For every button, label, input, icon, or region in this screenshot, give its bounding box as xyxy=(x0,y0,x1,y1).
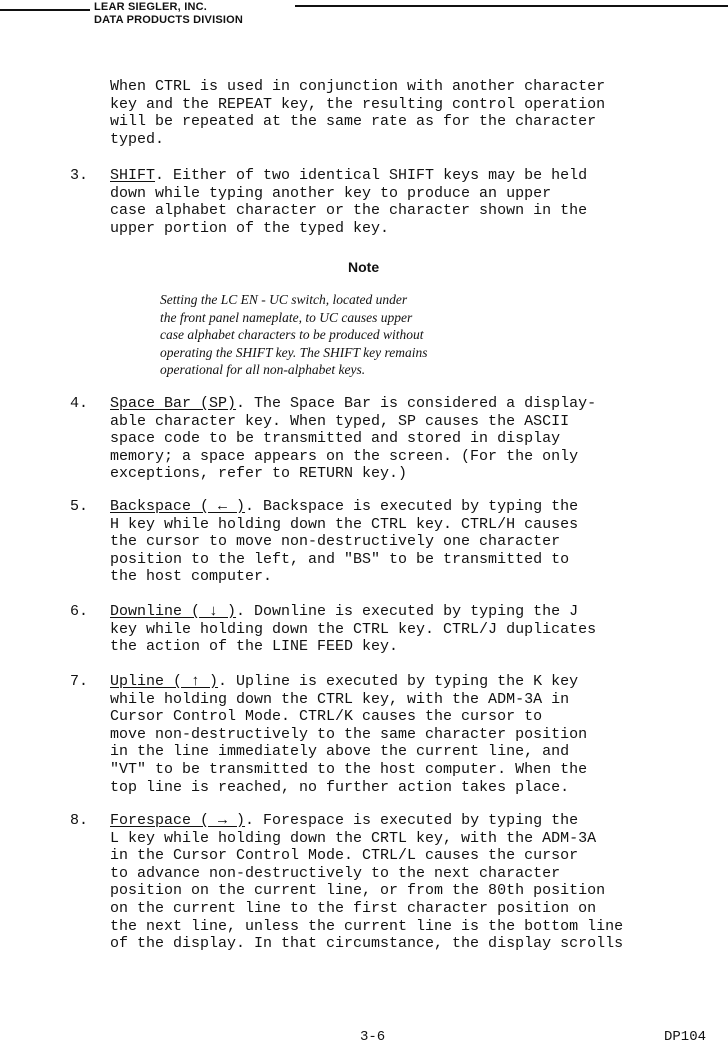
note-line: operating the SHIFT key. The SHIFT key remains xyxy=(160,344,428,360)
item-line: move non-destructively to the same character position xyxy=(110,725,588,743)
intro-line: key and the REPEAT key, the resulting control operation xyxy=(110,95,606,113)
item-term: Space Bar (SP) xyxy=(110,395,237,412)
item-number: 4. xyxy=(70,395,89,412)
item-line: L key while holding down the CRTL key, with the ADM-3A xyxy=(110,829,597,847)
item-term: Upline ( ↑ ) xyxy=(110,673,219,690)
item-term: Backspace ( ← ) xyxy=(110,498,246,515)
item-term: Downline ( ↓ ) xyxy=(110,603,237,620)
item-first-line xyxy=(110,603,720,621)
document-code: DP104 xyxy=(664,1029,707,1045)
item-term: Forespace ( → ) xyxy=(110,812,246,829)
intro-paragraph xyxy=(110,78,720,148)
intro-line: typed. xyxy=(110,130,165,148)
item-line: to advance non-destructively to the next character xyxy=(110,864,561,882)
page-number: 3-6 xyxy=(360,1029,386,1045)
note-body xyxy=(160,291,600,379)
header-rule-left xyxy=(0,9,90,11)
note-title: Note xyxy=(348,259,380,275)
item-line: position to the left, and "BS" to be transmitted to xyxy=(110,550,570,568)
item-line: in the line immediately above the current line, and xyxy=(110,743,570,761)
note-line: the front panel nameplate, to UC causes upper xyxy=(160,309,413,325)
item-line: of the display. In that circumstance, the display scrolls xyxy=(110,935,624,953)
item-line: exceptions, refer to RETURN key.) xyxy=(110,465,408,483)
item-first-line xyxy=(110,167,720,185)
item-line: case alphabet character or the character shown in the xyxy=(110,202,588,220)
item-line: memory; a space appears on the screen. (For the only xyxy=(110,447,579,465)
item-line: H key while holding down the CTRL key. CTRL/H causes xyxy=(110,515,579,533)
item-line: in the Cursor Control Mode. CTRL/L causes the cursor xyxy=(110,847,579,865)
item-number: 7. xyxy=(70,673,89,690)
item-first-rest: . The Space Bar is considered a display- xyxy=(236,395,597,412)
item-forespace xyxy=(110,812,720,953)
item-line: while holding down the CTRL key, with the ADM-3A in xyxy=(110,690,570,708)
item-space-bar xyxy=(110,395,720,483)
note-line: case alphabet characters to be produced without xyxy=(160,327,424,343)
item-line: the next line, unless the current line is the bottom line xyxy=(110,917,624,935)
item-first-line xyxy=(110,812,720,830)
item-line: "VT" to be transmitted to the host computer. When the xyxy=(110,760,588,778)
item-first-rest: . Forespace is executed by typing the xyxy=(245,812,579,829)
header-rule-right xyxy=(295,5,728,7)
item-term: SHIFT xyxy=(110,167,156,184)
item-line: on the current line to the first character position on xyxy=(110,899,597,917)
item-shift xyxy=(110,167,720,237)
item-line: the action of the LINE FEED key. xyxy=(110,638,399,656)
item-first-line xyxy=(110,498,720,516)
item-first-rest: . Backspace is executed by typing the xyxy=(245,498,579,515)
item-number: 6. xyxy=(70,603,89,620)
item-line: top line is reached, no further action takes place. xyxy=(110,778,570,796)
intro-line: will be repeated at the same rate as for the character xyxy=(110,113,597,131)
item-line: upper portion of the typed key. xyxy=(110,219,390,237)
item-line: the cursor to move non-destructively one character xyxy=(110,533,561,551)
page-header xyxy=(94,1,243,27)
division-name: DATA PRODUCTS DIVISION xyxy=(94,14,244,26)
item-number: 3. xyxy=(70,167,89,184)
note-line: Setting the LC EN - UC switch, located under xyxy=(160,292,408,307)
item-first-rest: . Either of two identical SHIFT keys may be held xyxy=(155,167,588,184)
item-upline xyxy=(110,673,720,796)
item-number: 8. xyxy=(70,812,89,829)
item-downline xyxy=(110,603,720,656)
note-line: operational for all non-alphabet keys. xyxy=(160,362,366,378)
item-backspace xyxy=(110,498,720,586)
item-line: space code to be transmitted and stored in display xyxy=(110,430,561,448)
item-number: 5. xyxy=(70,498,89,515)
item-first-line xyxy=(110,395,720,413)
item-line: Cursor Control Mode. CTRL/K causes the cursor to xyxy=(110,708,543,726)
item-first-line xyxy=(110,673,720,691)
intro-line: When CTRL is used in conjunction with another character xyxy=(110,78,606,95)
item-line: key while holding down the CTRL key. CTRL/J duplicates xyxy=(110,620,597,638)
item-first-rest: . Upline is executed by typing the K key xyxy=(218,673,579,690)
item-line: position on the current line, or from the 80th position xyxy=(110,882,606,900)
item-line: down while typing another key to produce an upper xyxy=(110,184,552,202)
item-line: the host computer. xyxy=(110,568,273,586)
item-line: able character key. When typed, SP causes the ASCII xyxy=(110,412,570,430)
company-name: LEAR SIEGLER, INC. xyxy=(94,1,207,13)
item-first-rest: . Downline is executed by typing the J xyxy=(236,603,579,620)
